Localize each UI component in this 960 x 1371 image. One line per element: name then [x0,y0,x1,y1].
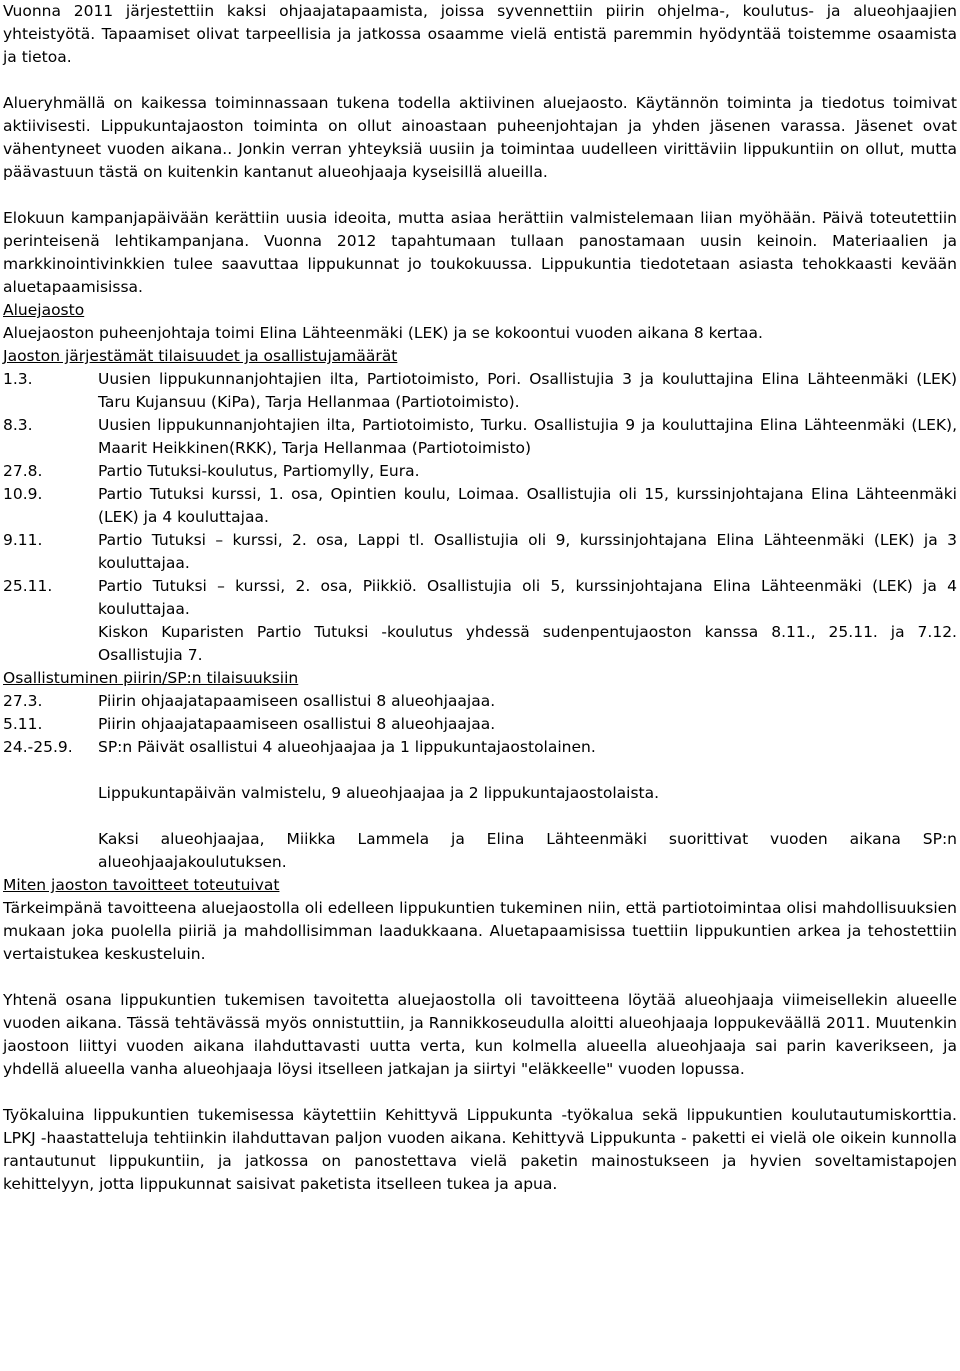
goals-paragraph-3: Työkaluina lippukuntien tukemisessa käytettiin Kehittyvä Lippukunta -työkalua sekä lippukuntien koulutautumiskorttia. LPKJ -haastatteluja tehtiinkin ilahduttavan paljon vuoden aikana. Kehittyvä Lippukunta - paketti ei vielä ole oikein kunnolla rantautunut lippukuntiin, ja jatkossa on panostettava vielä paketin mainostukseen ja hyvien soveltamistapojen kehittelyyn, jotta lippukunnat saisivat paketista itselleen tukea ja apua. [3,1106,957,1193]
participation-entry [3,713,957,736]
participation-text: Piirin ohjaajatapaamiseen osallistui 8 alueohjaajaa. [98,715,496,733]
events-heading: Jaoston järjestämät tilaisuudet ja osallistujamäärät [3,347,398,365]
events-note: Kiskon Kuparisten Partio Tutuksi -koulutus yhdessä sudenpentujaoston kanssa 8.11., 25.11. ja 7.12. Osallistujia 7. [98,623,957,664]
goals-paragraph-1: Tärkeimpänä tavoitteena aluejaostolla oli edelleen lippukuntien tukeminen niin, että partiotoimintaa olisi mahdollisuuksien mukaan joka puolella piiriä ja mahdollisimman laadukkaana. Aluetapaamisissa tuettiin lippukuntien arkea ja tehostettiin vertaistukea keskusteluin. [3,899,957,963]
document-page [3,0,957,1196]
participation-note-1: Lippukuntapäivän valmistelu, 9 alueohjaajaa ja 2 lippukuntajaostolaista. [98,784,660,802]
event-entry [3,529,957,575]
participation-date: 24.-25.9. [3,738,73,756]
event-date: 25.11. [3,577,53,595]
event-entry [3,483,957,529]
event-text: Partio Tutuksi – kurssi, 2. osa, Lappi tl. Osallistujia oli 9, kurssinjohtajana Elina Lähteenmäki (LEK) ja 3 kouluttajaa. [98,531,957,572]
aluejaosto-heading: Aluejaosto [3,301,85,319]
participation-text: SP:n Päivät osallistui 4 alueohjaajaa ja 1 lippukuntajaostolainen. [98,738,596,756]
intro-paragraph-2: Alueryhmällä on kaikessa toiminnassaan tukena todella aktiivinen aluejaosto. Käytännön toiminta ja tiedotus toimivat aktiivisesti. Lippukuntajaoston toiminta on ollut ainoastaan puheenjohtajan ja yhden jäsenen varassa. Jäsenet ovat vähentyneet vuoden aikana.. Jonkin verran yhteyksiä uusiin ja toimintaa uudelleen virittäviin lippukuntiin on ollut, mutta päävastuun tästä on kuitenkin kantanut alueohjaaja kyseisillä alueilla. [3,94,957,181]
goals-heading: Miten jaoston tavoitteet toteutuivat [3,876,280,894]
participation-entry [3,736,957,759]
goals-paragraph-2: Yhtenä osana lippukuntien tukemisen tavoitetta aluejaostolla oli tavoitteena löytää alueohjaaja viimeisellekin alueelle vuoden aikana. Tässä tehtävässä myös onnistuttiin, ja Rannikkoseudulla aloitti alueohjaaja loppukeväällä 2011. Muutenkin jaostoon liittyi vuoden aikana ilahduttavasti uutta verta, kun kolmella alueella alueohjaaja sai parin kaverikseen, ja yhdellä alueella vanha alueohjaaja löysi itselleen jatkajan ja siirtyi "eläkkeelle" vuoden lopussa. [3,991,957,1078]
participation-date: 5.11. [3,715,43,733]
event-date: 27.8. [3,462,43,480]
event-entry [3,414,957,460]
event-entry [3,368,957,414]
participation-note-2: Kaksi alueohjaajaa, Miikka Lammela ja Elina Lähteenmäki suorittivat vuoden aikana SP:n alueohjaajakoulutuksen. [98,830,957,871]
event-entry [3,575,957,621]
event-text: Partio Tutuksi-koulutus, Partiomylly, Eura. [98,462,420,480]
events-list [3,368,957,667]
event-date: 10.9. [3,485,43,503]
event-text: Partio Tutuksi kurssi, 1. osa, Opintien koulu, Loimaa. Osallistujia oli 15, kurssinjohtajana Elina Lähteenmäki (LEK) ja 4 kouluttajaa. [98,485,957,526]
event-date: 9.11. [3,531,43,549]
participation-list [3,690,957,874]
event-date: 8.3. [3,416,33,434]
event-entry [3,460,957,483]
intro-paragraph-3: Elokuun kampanjapäivään kerättiin uusia ideoita, mutta asiaa herättiin valmistelemaan liian myöhään. Päivä toteutettiin perinteisenä lehtikampanjana. Vuonna 2012 tapahtumaan tullaan panostamaan uusin keinoin. Materiaalien ja markkinointivinkkien tulee saavuttaa lippukunnat jo toukokuussa. Lippukuntia tiedotetaan asiasta tehokkaasti kevään aluetapaamisissa. [3,209,957,296]
event-text: Partio Tutuksi – kurssi, 2. osa, Piikkiö. Osallistujia oli 5, kurssinjohtajana Elina Lähteenmäki (LEK) ja 4 kouluttajaa. [98,577,957,618]
aluejaosto-text: Aluejaoston puheenjohtaja toimi Elina Lähteenmäki (LEK) ja se kokoontui vuoden aikana 8 kertaa. [3,324,763,342]
participation-entry [3,690,957,713]
intro-paragraph-1: Vuonna 2011 järjestettiin kaksi ohjaajatapaamista, joissa syvennettiin piirin ohjelma-, koulutus- ja alueohjaajien yhteistyötä. Tapaamiset olivat tarpeellisia ja jatkossa osaamme vielä entistä paremmin hyödyntää toistemme osaamista ja tietoa. [3,2,957,66]
participation-date: 27.3. [3,692,43,710]
participation-text: Piirin ohjaajatapaamiseen osallistui 8 alueohjaajaa. [98,692,496,710]
event-text: Uusien lippukunnanjohtajien ilta, Partiotoimisto, Pori. Osallistujia 3 ja kouluttajina Elina Lähteenmäki (LEK) Taru Kujansuu (KiPa), Tarja Hellanmaa (Partiotoimisto). [98,370,957,411]
participation-heading: Osallistuminen piirin/SP:n tilaisuuksiin [3,669,299,687]
event-text: Uusien lippukunnanjohtajien ilta, Partiotoimisto, Turku. Osallistujia 9 ja kouluttajina Elina Lähteenmäki (LEK), Maarit Heikkinen(RKK), Tarja Hellanmaa (Partiotoimisto) [98,416,957,457]
event-date: 1.3. [3,370,33,388]
